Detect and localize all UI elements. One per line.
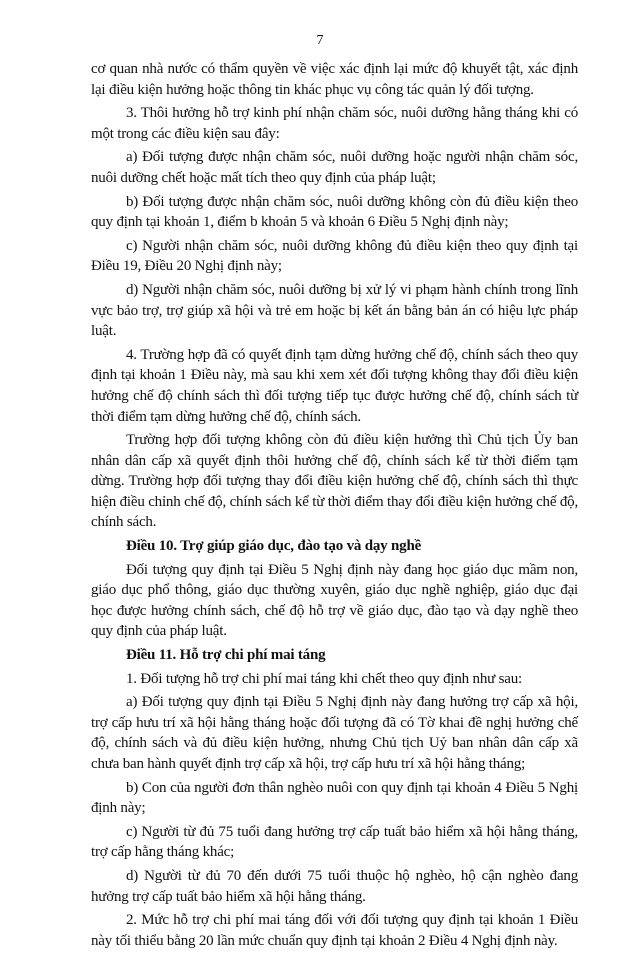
- document-body: [91, 59, 578, 954]
- article-11-clause-1-point-a: a) Đối tượng quy định tại Điều 5 Nghị định này đang hưởng trợ cấp xã hội, trợ cấp hưu trí xã hội hằng tháng hoặc đối tượng đã có Tờ khai đề nghị hưởng chế độ, chính sách và đủ điều kiện hưởng, nhưng Chủ tịch Uỷ ban nhân dân cấp xã chưa ban hành quyết định trợ cấp xã hội, trợ cấp hưu trí xã hội hằng tháng;: [91, 694, 578, 772]
- clause-4: 4. Trường hợp đã có quyết định tạm dừng hưởng chế độ, chính sách theo quy định tại khoản 1 Điều này, mà sau khi xem xét đối tượng không thay đổi điều kiện hưởng chế độ chính sách thì đối tượng tiếp tục được hưởng chế độ, chính sách từ thời điểm tạm dừng hưởng chế độ, chính sách.: [91, 346, 578, 425]
- clause-3-point-d: d) Người nhận chăm sóc, nuôi dưỡng bị xử lý vi phạm hành chính trong lĩnh vực bảo trợ, trợ giúp xã hội và trẻ em hoặc bị kết án bằng bản án có hiệu lực pháp luật.: [91, 281, 578, 340]
- paragraph-continuation: cơ quan nhà nước có thẩm quyền về việc xác định lại mức độ khuyết tật, xác định lại điều kiện hưởng hoặc thông tin khác phục vụ công tác quản lý đối tượng.: [91, 61, 578, 98]
- article-11-clause-1-point-b: b) Con của người đơn thân nghèo nuôi con quy định tại khoản 4 Điều 5 Nghị định này;: [91, 779, 578, 817]
- clause-4-continued: Trường hợp đối tượng không còn đủ điều kiện hưởng thì Chủ tịch Ủy ban nhân dân cấp xã quyết định thôi hưởng chế độ, chính sách kể từ thời điểm tạm dừng. Trường hợp đối tượng thay đổi điều kiện hưởng chế độ, chính sách thì thực hiện điều chỉnh chế độ, chính sách kể từ thời điểm thay đổi điều kiện hưởng chế độ, chính sách.: [91, 432, 578, 531]
- article-11-clause-1-point-c: c) Người từ đủ 75 tuổi đang hưởng trợ cấp tuất bảo hiểm xã hội hằng tháng, trợ cấp hằng tháng khác;: [91, 823, 578, 861]
- page-number: 7: [316, 33, 324, 48]
- article-10-body: Đối tượng quy định tại Điều 5 Nghị định này đang học giáo dục mầm non, giáo dục phổ thông, giáo dục thường xuyên, giáo dục nghề nghiệp, giáo dục đại học được hưởng chính sách, chế độ hỗ trợ về giáo dục, đào tạo và dạy nghề theo quy định của pháp luật.: [91, 561, 578, 640]
- article-11-clause-1-point-d: d) Người từ đủ 70 đến dưới 75 tuổi thuộc hộ nghèo, hộ cận nghèo đang hưởng trợ cấp tuất bảo hiểm xã hội hằng tháng.: [91, 867, 578, 905]
- clause-3-point-a: a) Đối tượng được nhận chăm sóc, nuôi dưỡng hoặc người nhận chăm sóc, nuôi dưỡng chết hoặc mất tích theo quy định của pháp luật;: [91, 149, 578, 186]
- article-11-clause-2: 2. Mức hỗ trợ chi phí mai táng đối với đối tượng quy định tại khoản 1 Điều này tối thiểu bằng 20 lần mức chuẩn quy định tại khoản 2 Điều 4 Nghị định này.: [91, 912, 578, 949]
- clause-3-point-b: b) Đối tượng được nhận chăm sóc, nuôi dưỡng không còn đủ điều kiện theo quy định tại khoản 1, điểm b khoản 5 và khoản 6 Điều 5 Nghị định này;: [91, 193, 578, 231]
- article-10-heading: Điều 10. Trợ giúp giáo dục, đào tạo và dạy nghề: [126, 538, 422, 555]
- clause-3: 3. Thôi hưởng hỗ trợ kinh phí nhận chăm sóc, nuôi dưỡng hằng tháng khi có một trong các điều kiện sau đây:: [91, 105, 578, 142]
- clause-3-point-c: c) Người nhận chăm sóc, nuôi dưỡng không đủ điều kiện theo quy định tại Điều 19, Điều 20 Nghị định này;: [91, 237, 578, 275]
- article-11-heading: Điều 11. Hỗ trợ chi phí mai táng: [126, 647, 326, 664]
- article-11-clause-1: 1. Đối tượng hỗ trợ chi phí mai táng khi chết theo quy định như sau:: [126, 670, 522, 687]
